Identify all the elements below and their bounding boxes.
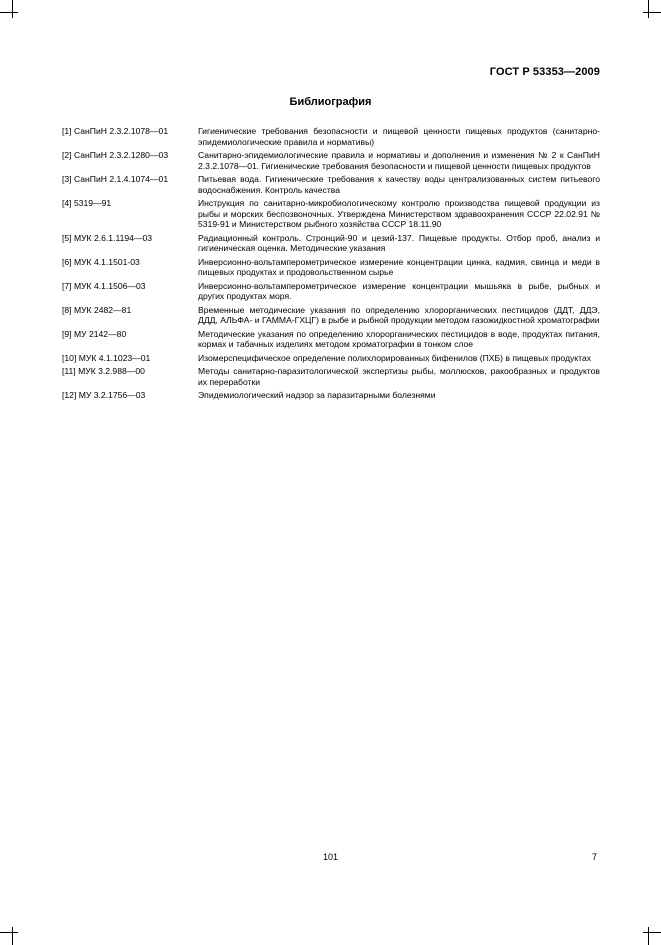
crop-mark (0, 12, 18, 13)
page-number-center: 101 (322, 852, 339, 862)
bibliography-entry (62, 233, 600, 254)
entry-reference: [5] МУК 2.6.1.1194—03 (62, 232, 153, 243)
entry-description: Питьевая вода. Гигиенические требования к качеству воды централизованных систем питьевого водоснабжения. Контроль качества (198, 174, 600, 195)
entry-reference: [1] СанПиН 2.3.2.1078—01 (62, 126, 169, 136)
entry-description: Изомерспецифическое определение полихлорированных бифенилов (ПХБ) в пищевых продуктах (198, 352, 592, 363)
entry-reference: [6] МУК 4.1.1501-03 (62, 256, 140, 267)
entry-reference: [2] СанПиН 2.3.2.1280—03 (62, 150, 169, 160)
entry-description: Эпидемиологический надзор за паразитарными болезнями (198, 390, 436, 400)
bibliography-entry (62, 257, 600, 278)
bibliography-entry (62, 366, 600, 387)
entry-description: Временные методические указания по определению хлорорганических пестицидов (ДДТ, ДДЭ, ДДД, АЛЬФА- и ГАММА-ГХЦГ) в рыбе и рыбной продукции методом газожидкостной хроматографии (198, 304, 600, 325)
entry-description: Методические указания по определению хлорорганических пестицидов в воде, продуктах питания, кормах и табачных изделиях методом хроматографии в тонком слое (198, 328, 600, 349)
entry-description: Инструкция по санитарно-микробиологическому контролю производства пищевой продукции из рыбы и морских беспозвоночных. Утверждена Министерством здравоохранения СССР 22.02.91 № 5319-91 и Министерством рыбного хозяйства СССР 18.11.90 (198, 198, 600, 229)
crop-mark (648, 0, 649, 18)
crop-mark (643, 12, 661, 13)
standard-code: ГОСТ Р 53353—2009 (489, 66, 600, 78)
entry-description: Гигиенические требования безопасности и пищевой ценности пищевых продуктов (санитарно-эпидемиологические правила и нормативы) (198, 126, 600, 147)
bibliography-entry (62, 353, 600, 364)
entry-reference: [10] МУК 4.1.1023—01 (62, 352, 151, 363)
page-title: Библиография (289, 96, 372, 108)
entry-description: Инверсионно-вольтамперометрическое измерение концентрации цинка, кадмия, свинца и меди в пищевых продуктах и продовольственном сырье (198, 256, 600, 277)
entry-reference: [12] МУ 3.2.1756—03 (62, 390, 146, 400)
entry-description: Санитарно-эпидемиологические правила и нормативы и дополнения и изменения № 2 к СанПиН 2.3.2.1078—01. Гигиенические требования безопасности и пищевой ценности пищевых продуктов (198, 150, 600, 171)
bibliography-entry (62, 174, 600, 195)
entry-reference: [8] МУК 2482—81 (62, 304, 132, 315)
bibliography-entry (62, 198, 600, 230)
crop-mark (12, 927, 13, 945)
entry-description: Радиационный контроль. Стронций-90 и цезий-137. Пищевые продукты. Отбор проб, анализ и гигиеническая оценка. Методические указания (198, 232, 600, 253)
entry-description: Методы санитарно-паразитологической экспертизы рыбы, моллюсков, ракообразных и продуктов их переработки (198, 366, 600, 387)
entry-reference: [3] СанПиН 2.1.4.1074—01 (62, 174, 169, 184)
crop-mark (12, 0, 13, 18)
bibliography-list (62, 126, 600, 404)
bibliography-entry (62, 390, 600, 401)
page-number-right: 7 (591, 852, 597, 862)
entry-description: Инверсионно-вольтамперометрическое измерение концентрации мышьяка в рыбе, рыбных и других продуктах моря. (198, 280, 600, 301)
entry-reference: [4] 5319—91 (62, 198, 112, 208)
entry-reference: [7] МУК 4.1.1506—03 (62, 280, 146, 291)
entry-reference: [9] МУ 2142—80 (62, 328, 127, 339)
entry-reference: [11] МУК 3.2.988—00 (62, 366, 145, 376)
crop-mark (643, 932, 661, 933)
bibliography-entry (62, 126, 600, 147)
bibliography-entry (62, 305, 600, 326)
bibliography-entry (62, 329, 600, 350)
crop-mark (0, 932, 18, 933)
crop-mark (648, 927, 649, 945)
bibliography-entry (62, 150, 600, 171)
bibliography-entry (62, 281, 600, 302)
